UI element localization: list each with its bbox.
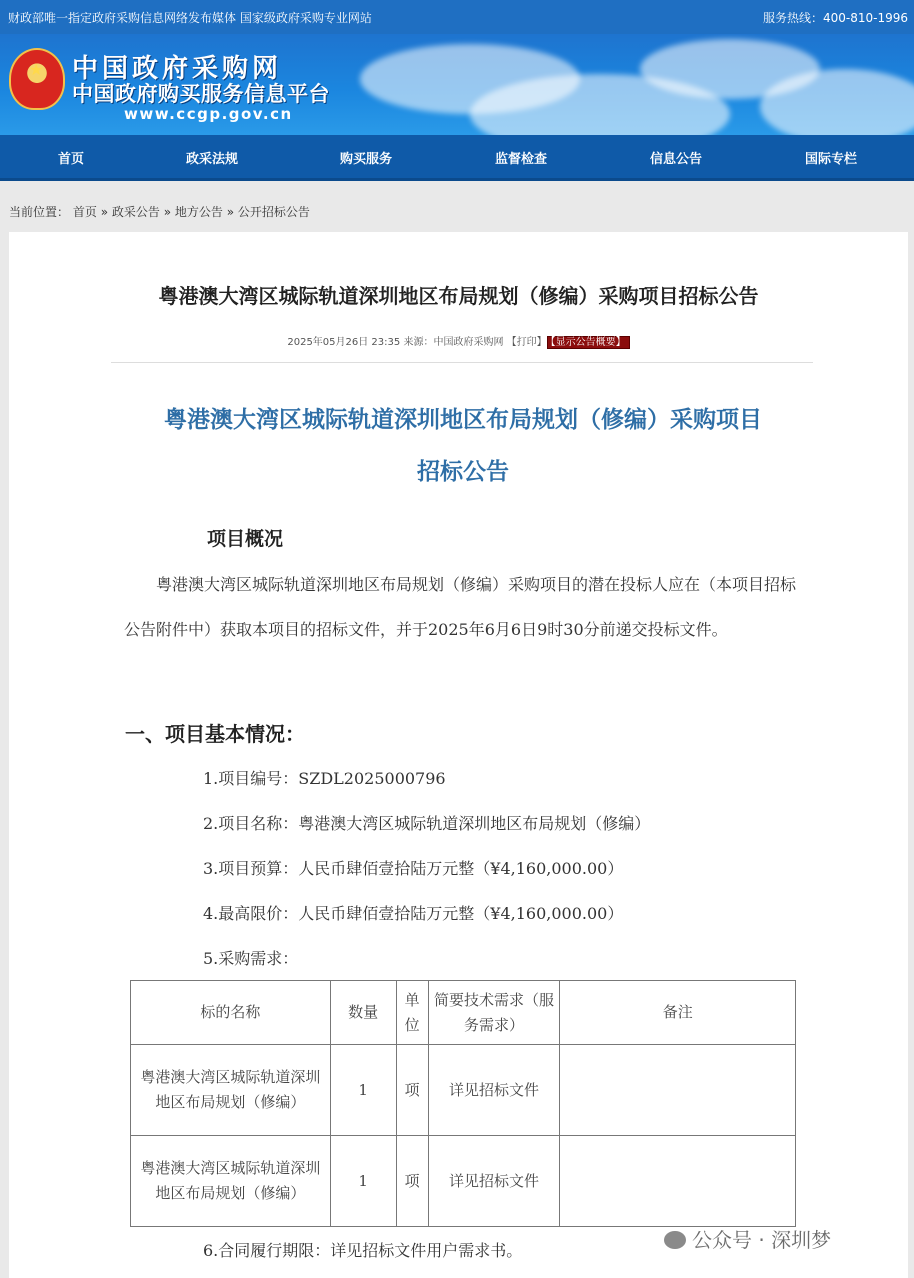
site-tagline: 财政部唯一指定政府采购信息网络发布媒体 国家级政府采购专业网站 (8, 11, 372, 25)
table-cell: 粤港澳大湾区城际轨道深圳地区布局规划（修编） (131, 1136, 331, 1227)
table-cell: 详见招标文件 (428, 1045, 560, 1136)
table-header: 简要技术需求（服务需求） (428, 981, 560, 1045)
section1-heading: 一、项目基本情况： (125, 722, 305, 746)
wechat-watermark (664, 1224, 831, 1253)
article-source: 来源：中国政府采购网 (403, 337, 504, 348)
article-meta (9, 333, 908, 348)
max-price: 4.最高限价：人民币肆佰壹拾陆万元整（¥4,160,000.00） (203, 904, 624, 923)
nav-international[interactable]: 国际专栏 (804, 152, 857, 167)
table-header: 单位 (396, 981, 428, 1045)
service-hotline: 服务热线：400-810-1996 (762, 11, 908, 25)
project-budget: 3.项目预算：人民币肆佰壹拾陆万元整（¥4,160,000.00） (203, 859, 624, 878)
nav-supervision[interactable]: 监督检查 (494, 152, 547, 167)
show-summary-button[interactable]: 【显示公告概要】 (547, 336, 630, 349)
table-cell: 1 (330, 1045, 396, 1136)
breadcrumb (9, 203, 310, 220)
site-url: www.ccgp.gov.cn (124, 105, 293, 123)
breadcrumb-home[interactable]: 首页 (72, 205, 97, 219)
wechat-icon (664, 1231, 686, 1249)
table-row (131, 1136, 796, 1227)
document-title-line2: 招标公告 (417, 458, 509, 485)
project-name: 2.项目名称：粤港澳大湾区城际轨道深圳地区布局规划（修编） (203, 814, 651, 833)
table-header: 数量 (330, 981, 396, 1045)
project-number: 1.项目编号：SZDL2025000796 (203, 769, 446, 788)
table-cell (560, 1136, 796, 1227)
procurement-demand: 5.采购需求： (203, 949, 299, 968)
site-logo-title[interactable]: 中国政府采购网 (72, 54, 283, 84)
print-link[interactable]: 【打印】 (506, 337, 547, 348)
article-panel (9, 232, 908, 1278)
site-logo-subtitle: 中国政府购买服务信息平台 (72, 82, 330, 106)
breadcrumb-separator: » (100, 205, 109, 219)
table-row (131, 1045, 796, 1136)
document-title (113, 394, 813, 498)
nav-purchase-services[interactable]: 购买服务 (339, 152, 392, 167)
requirements-table (130, 980, 796, 1227)
table-cell: 详见招标文件 (428, 1136, 560, 1227)
table-cell: 项 (396, 1045, 428, 1136)
document-title-line1: 粤港澳大湾区城际轨道深圳地区布局规划（修编）采购项目 (164, 406, 762, 433)
breadcrumb-separator: » (226, 205, 235, 219)
table-cell: 粤港澳大湾区城际轨道深圳地区布局规划（修编） (131, 1045, 331, 1136)
table-header: 标的名称 (131, 981, 331, 1045)
breadcrumb-gov-announcements[interactable]: 政采公告 (111, 205, 160, 219)
divider (111, 362, 813, 363)
table-cell: 项 (396, 1136, 428, 1227)
publish-date: 2025年05月26日 23:35 (287, 337, 401, 348)
site-banner (0, 34, 914, 135)
nav-regulations[interactable]: 政采法规 (185, 152, 238, 167)
page-title: 粤港澳大湾区城际轨道深圳地区布局规划（修编）采购项目招标公告 (158, 284, 759, 308)
table-cell: 1 (330, 1136, 396, 1227)
breadcrumb-separator: » (163, 205, 172, 219)
overview-text: 粤港澳大湾区城际轨道深圳地区布局规划（修编）采购项目的潜在投标人应在（本项目招标公告附件中）获取本项目的招标文件，并于2025年6月6日9时30分前递交投标文件。 (124, 575, 797, 639)
watermark-text: 公众号 · 深圳梦 (692, 1228, 832, 1252)
table-header: 备注 (560, 981, 796, 1045)
top-info-bar (0, 0, 914, 34)
overview-heading: 项目概况 (207, 528, 284, 550)
table-header-row (131, 981, 796, 1045)
breadcrumb-label: 当前位置： (9, 205, 70, 219)
contract-period: 6.合同履行期限：详见招标文件用户需求书。 (203, 1241, 523, 1260)
nav-home[interactable]: 首页 (57, 152, 84, 167)
nav-announcements[interactable]: 信息公告 (649, 152, 702, 167)
national-emblem-icon[interactable]: ★ (9, 48, 65, 110)
main-nav (0, 135, 914, 181)
breadcrumb-local-announcements[interactable]: 地方公告 (174, 205, 223, 219)
table-cell (560, 1045, 796, 1136)
breadcrumb-public-tender[interactable]: 公开招标公告 (237, 205, 310, 219)
